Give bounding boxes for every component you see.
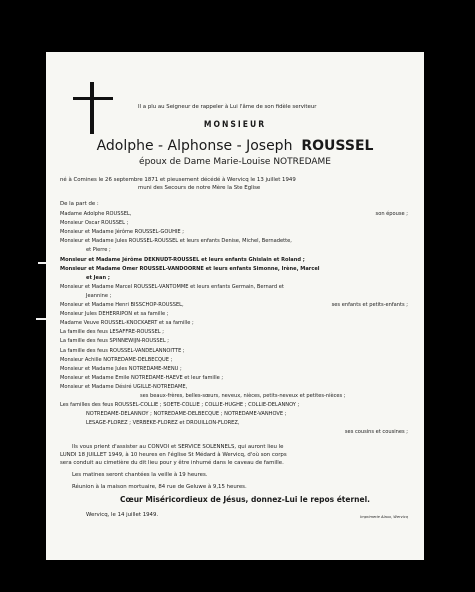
mourner-line: NOTREDAME-DELANNOY ; NOTREDAME-DELBECQUE ; NOTREDAME-VANHOVE ; (86, 411, 287, 418)
printer-credit: Imprimerie Alaux, Wervicq (360, 515, 408, 519)
mourner-line: La famille des feus ROUSSEL-VANDELANNOITTE ; (60, 347, 185, 354)
family-name: ROUSSEL (301, 138, 374, 154)
mourner-line: La famille des feus LESAFFRE-ROUSSEL ; (60, 329, 164, 336)
deceased-name (46, 138, 424, 154)
mourner-line: ses beaux-frères, belles-sœurs, neveux, nièces, petits-neveux et petites-nièces ; (140, 393, 346, 399)
matins-line: Les matines seront chantées la veille à 19 heures. (72, 472, 208, 478)
mourner-line: Monsieur et Madame Désiré UGILLE-NOTREDAME, (60, 383, 188, 390)
mourner-relation: son épouse ; (375, 211, 408, 217)
mourner-relation: ses enfants et petits-enfants ; (331, 302, 408, 308)
from-label: De la part de : (60, 201, 99, 207)
mourner-line: LESAGE-FLOREZ ; VERBEKE-FLOREZ et DROUILLON-FLOREZ, (86, 420, 240, 427)
mourner-line: Monsieur et Madame Omer ROUSSEL-VANDOORNE et leurs enfants Simonne, Irène, Marcel (60, 265, 320, 272)
funeral-line-3: sera conduit au cimetière du dit lieu pour y être inhumé dans le caveau de famille. (60, 460, 284, 466)
mourner-line: Monsieur et Madame Jules NOTREDAME-MENU ; (60, 365, 182, 372)
edge-mark (36, 318, 46, 320)
place-date: Wervicq, le 14 juillet 1949. (86, 512, 159, 518)
mourner-line: Jeannine ; (86, 292, 112, 299)
mourner-line: Madame Adolphe ROUSSEL, (60, 211, 132, 217)
mourner-line: Monsieur et Madame Jules ROUSSEL-ROUSSEL et leurs enfants Denise, Michel, Bernadette, (60, 238, 292, 245)
mourning-card (46, 52, 424, 560)
reunion-line: Réunion à la maison mortuaire, 84 rue de Geluwe à 9,15 heures. (72, 484, 247, 490)
birth-death-line: né à Comines le 26 septembre 1871 et pieusement décédé à Wervicq le 13 juillet 1949 (60, 177, 296, 183)
mourner-line: Madame Veuve ROUSSEL-KNOCKAERT et sa famille ; (60, 320, 194, 327)
mourner-line: Les familles des feus ROUSSEL-COLLIE ; SOETE-COLLIE ; COLLIE-HUGHE ; COLLIE-DELANNOY ; (60, 402, 300, 409)
given-names: Adolphe - Alphonse - Joseph (96, 138, 293, 154)
left-edge-marks (0, 0, 46, 592)
mourner-line: Monsieur et Madame Jérôme DEKNUDT-ROUSSEL et leurs enfants Ghislain et Roland ; (60, 256, 305, 263)
mourner-line: Monsieur et Madame Emile NOTREDAME-HAEVE et leur famille ; (60, 374, 224, 381)
cross-icon-bar (73, 97, 113, 100)
mourner-line: Monsieur Jules DEHERRIPON et sa famille ; (60, 311, 169, 318)
mourner-line: et Jean ; (86, 274, 110, 281)
intro-text: Il a plu au Seigneur de rappeler à Lui l'âme de son fidèle serviteur (138, 104, 317, 110)
mourner-line: La famille des feus SPINNEWIJN-ROUSSEL ; (60, 338, 169, 345)
mourner-line: Monsieur et Madame Henri BISSCHOP-ROUSSEL, (60, 302, 184, 308)
funeral-line-2: LUNDI 18 JUILLET 1949, à 10 heures en l'église St Médard à Wervicq, d'où son corps (60, 452, 287, 458)
sacraments-line: muni des Secours de notre Mère la Ste Eglise (138, 185, 261, 191)
edge-mark (38, 262, 46, 264)
mourner-relation: ses cousins et cousines ; (344, 429, 408, 436)
mourner-line: Monsieur et Madame Jérôme ROUSSEL-GOUHIE ; (60, 229, 184, 236)
spouse-line: époux de Dame Marie-Louise NOTREDAME (139, 157, 331, 167)
mourner-line: Monsieur Oscar ROUSSEL ; (60, 220, 129, 227)
mourner-line: Monsieur Achille NOTREDAME-DELBECQUE ; (60, 356, 173, 363)
funeral-line-1: Ils vous prient d'assister au CONVOI et SERVICE SOLENNELS, qui auront lieu le (72, 444, 284, 450)
mourner-line: et Pierre ; (86, 247, 111, 254)
mourner-line: Monsieur et Madame Marcel ROUSSEL-VANTOMME et leurs enfants Germain, Bernard et (60, 283, 284, 290)
prayer-line: Cœur Miséricordieux de Jésus, donnez-Lui le repos éternel. (120, 495, 371, 504)
title-monsieur: MONSIEUR (203, 120, 267, 130)
